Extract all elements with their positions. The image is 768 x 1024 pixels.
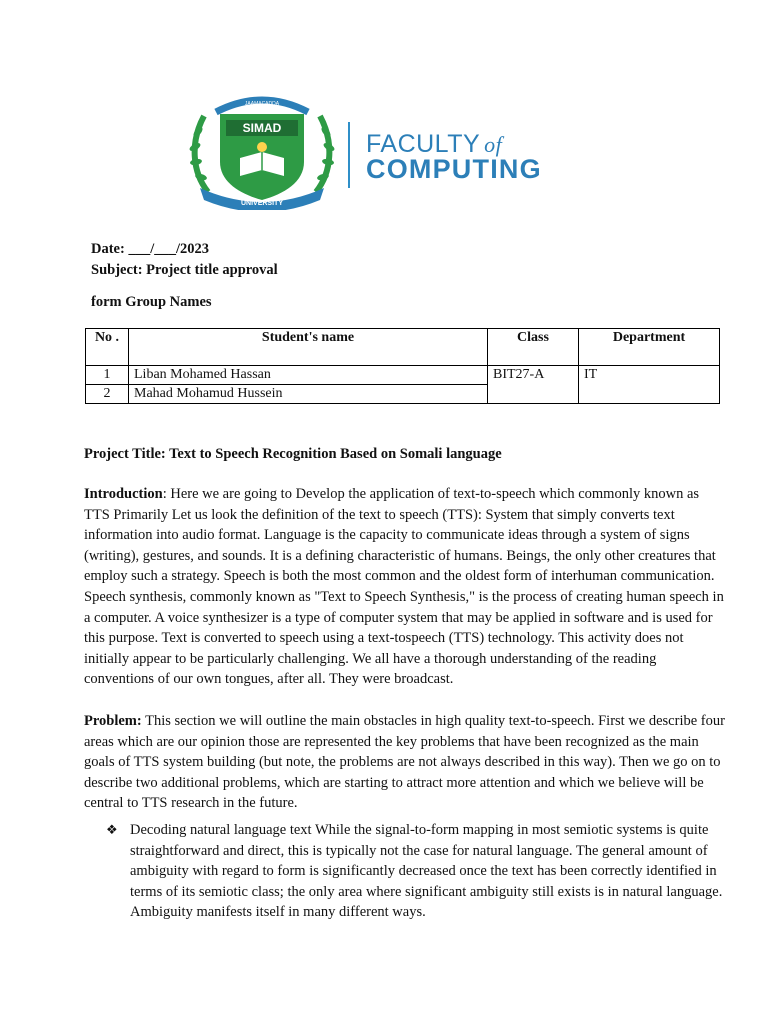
introduction-text: : Here we are going to Develop the application of text-to-speech which commonly known as TTS Primarily Let us look the definition of the text to speech (TTS): System that simply converts text information into audio format. Language is the capacity to communicate ideas through a system of signs (writing), gestures, and sounds. It is a defining characteristic of humans. Beings, the only other creatures that employ such a strategy. Speech is both the most common and the oldest form of interhuman communication. Speech synthesis, commonly known as "Text to Speech Synthesis," is the process of creating human speech in a computer. A voice synthesizer is a type of computer system that may be applied in software and is used for this purpose. Text is converted to speech using a text-tospeech (TTS) technology. This activity does not initially appear to be particularly challenging. We all have a thorough understanding of the reading conventions of our own tongues, after all. They were broadcast.: [84, 486, 724, 688]
group-names-heading: form Group Names: [91, 294, 212, 310]
project-title: Project Title: Text to Speech Recognition Based on Somali language: [84, 446, 502, 462]
faculty-text: FACULTY: [366, 130, 481, 158]
cell-no: 1: [86, 366, 129, 385]
date-line: Date: ___/___/2023: [91, 241, 209, 257]
cell-department: IT: [579, 366, 720, 404]
crest-arc-text: JAAMACADDA: [244, 101, 280, 107]
problem-paragraph: [84, 711, 728, 814]
subject-line: Subject: Project title approval: [91, 262, 278, 278]
diamond-bullet-icon: ❖: [106, 822, 118, 837]
header-department: Department: [579, 329, 720, 366]
list-item: [106, 820, 746, 923]
cell-no: 2: [86, 385, 129, 404]
header-no: No .: [86, 329, 129, 366]
simad-university-crest-icon: [186, 92, 338, 210]
table-row: [86, 366, 720, 385]
faculty-of-text: of: [484, 132, 503, 157]
crest-bottom-text: UNIVERSITY: [240, 200, 284, 207]
introduction-label: Introduction: [84, 486, 163, 502]
bullet-text: Decoding natural language text While the signal-to-form mapping in most semiotic systems is quite straightforward and direct, this is typically not the case for natural language. The general amount of ambiguity with regard to form is significantly decreased once the text has been correctly identified in terms of its semiotic class; the only area where significant ambiguity still exists is in natural language. Ambiguity manifests itself in many different ways.: [130, 822, 723, 921]
cell-class: BIT27-A: [488, 366, 579, 404]
cell-student-name: Mahad Mohamud Hussein: [129, 385, 488, 404]
faculty-logo: [186, 92, 596, 216]
header-student-name: Student's name: [129, 329, 488, 366]
logo-divider: [348, 122, 350, 188]
table-header-row: [86, 329, 720, 366]
header-class: Class: [488, 329, 579, 366]
problem-text: This section we will outline the main obstacles in high quality text-to-speech. First we describe four areas which are our opinion those are represented the key problems that have been recognized as the main goals of TTS system building (but note, the problems are not always described in this way). Then we go on to describe two additional problems, which are starting to attract more attention and which we believe will be central to TTS research in the future.: [84, 713, 725, 812]
group-members-table: [85, 328, 720, 404]
cell-student-name: Liban Mohamed Hassan: [129, 366, 488, 385]
computing-wordmark: COMPUTING: [366, 154, 542, 184]
problem-label: Problem:: [84, 713, 142, 729]
introduction-paragraph: [84, 484, 728, 690]
crest-name-text: SIMAD: [242, 121, 282, 135]
